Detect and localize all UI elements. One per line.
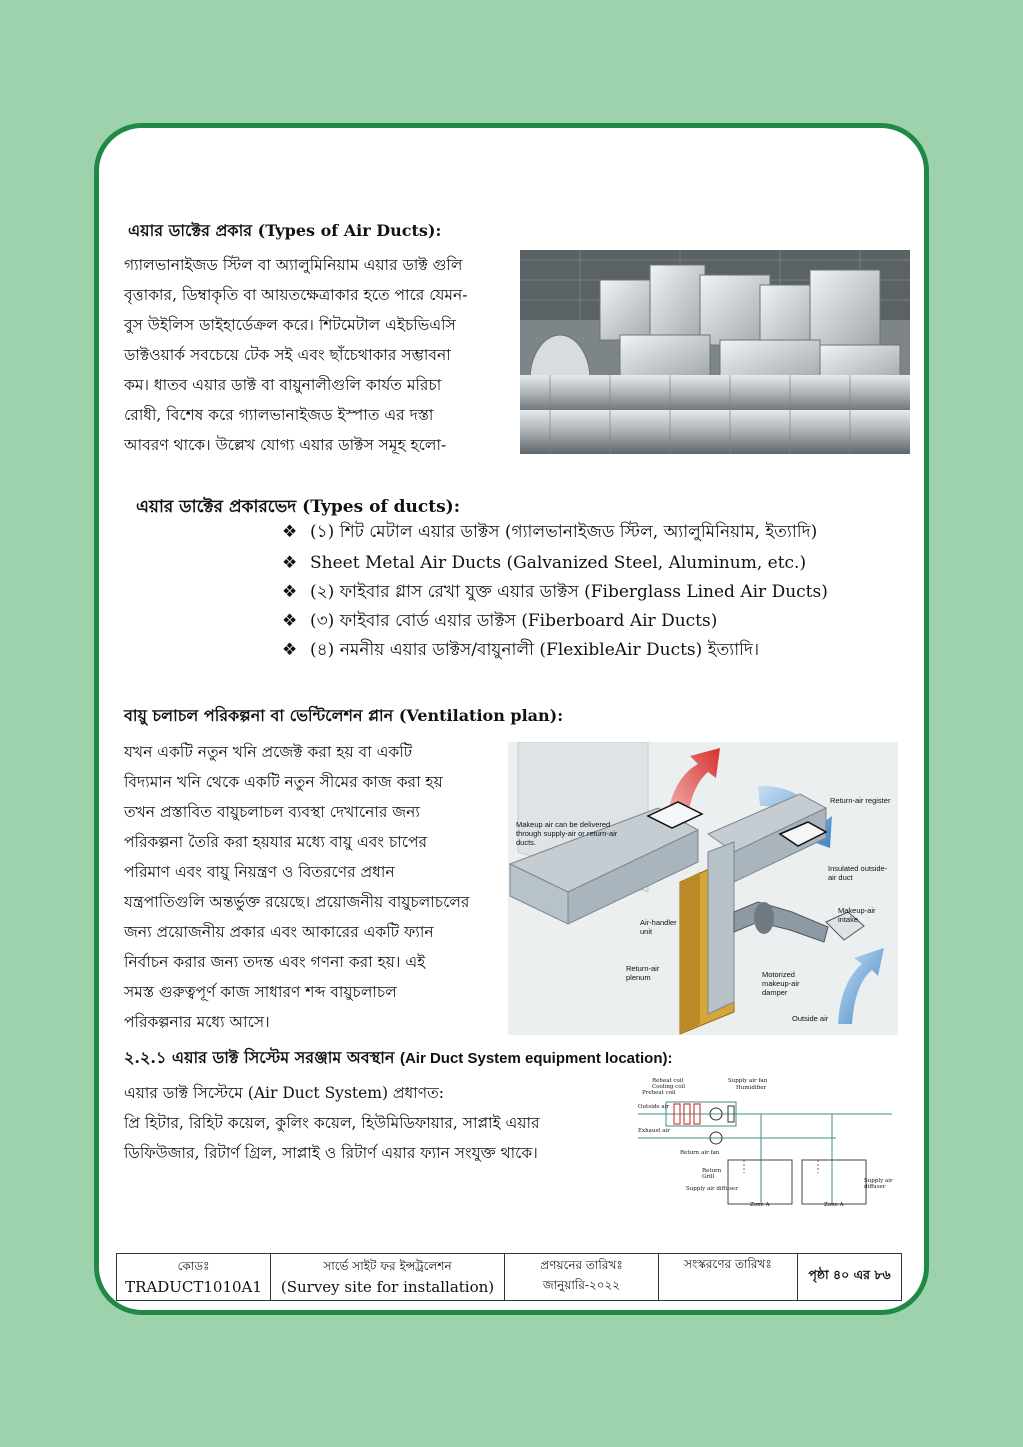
duct-types-list [282, 518, 828, 665]
list-item: ❖ Sheet Metal Air Ducts (Galvanized Steel, Aluminum, etc.) [282, 549, 828, 578]
footer-prep-date-cell: প্রণয়নের তারিখঃ জানুয়ারি-২০২২ [505, 1254, 659, 1301]
label-supply-fan: Supply air fan [728, 1078, 768, 1084]
footer-table [116, 1253, 902, 1301]
diamond-bullet-icon: ❖ [282, 522, 298, 542]
diamond-bullet-icon: ❖ [282, 582, 298, 602]
footer-code-cell: কোডঃ TRADUCT1010A1 [117, 1254, 271, 1301]
equipment-location-paragraph: এয়ার ডাক্ট সিস্টেমে (Air Duct System) প্রধাণত: প্রি হিটার, রিহিট কয়েল, কুলিং কয়েল, হিউমিডিফায়ার, সাপ্লাই এয়ার ডিফিউজার, রিটার্ণ গ্রিল, সাপ্লাই ও রিটার্ণ এয়ার ফ্যান সংযুক্ত থাকে। [124, 1084, 540, 1162]
section-heading-ventilation-plan: বায়ু চলাচল পরিকল্পনা বা ভেন্টিলেশন প্লান (Ventilation plan): [124, 706, 564, 725]
label-makeup-intake: Makeup-air intake [838, 906, 876, 924]
label-cooling-coil: Cooling coil [652, 1084, 686, 1090]
label-motorized-damper: Motorized makeup-air damper [762, 970, 800, 997]
list-item: ❖ (১) শিট মেটাল এয়ার ডাক্টস (গ্যালভানাইজড স্টিল, অ্যালুমিনিয়াম, ইত্যাদি) [282, 518, 828, 547]
label-exhaust-air: Exhaust air [638, 1128, 670, 1134]
ventilation-diagram [508, 742, 898, 1035]
section-heading-types-of-air-ducts: এয়ার ডাক্টের প্রকার (Types of Air Ducts): [128, 221, 442, 240]
label-return-fan: Return air fan [680, 1150, 720, 1156]
label-zone-a: Zone A [750, 1202, 770, 1208]
diamond-bullet-icon: ❖ [282, 611, 298, 631]
diamond-bullet-icon: ❖ [282, 553, 298, 573]
label-preheat-coil: Preheat coil [642, 1090, 676, 1096]
air-duct-system-schematic [636, 1078, 894, 1212]
ventilation-plan-paragraph: যখন একটি নতুন খনি প্রজেক্ট করা হয় বা একটি বিদ্যমান খনি থেকে একটি নতুন সীমের কাজ করা হয় তখন প্রস্তাবিত বায়ুচলাচল ব্যবস্থা দেখানোর জন্য পরিকল্পনা তৈরি করা হয়যার মধ্যে বায়ু এবং চাপের পরিমাণ এবং বায়ু নিয়ন্ত্রণ ও বিতরণের প্রধান যন্ত্রপাতিগুলি অন্তর্ভুক্ত রয়েছে। প্রয়োজনীয় বায়ুচলাচলের জন্য প্রয়োজনীয় প্রকার এবং আকারের একটি ফ্যান নির্বাচন করার জন্য তদন্ত এবং গণনা করা হয়। এই সমস্ত গুরুত্বপূর্ণ কাজ সাধারণ শব্দ বায়ুচলাচল পরিকল্পনার মধ্যে আসে। [124, 743, 470, 1031]
list-item: ❖ (৩) ফাইবার বোর্ড এয়ার ডাক্টস (Fiberboard Air Ducts) [282, 607, 828, 636]
label-zone-a: Zone A [824, 1202, 844, 1208]
label-air-handler: Air-handler unit [640, 918, 677, 936]
diamond-bullet-icon: ❖ [282, 640, 298, 660]
footer-title-cell: সার্ভে সাইট ফর ইন্সট্রলেশন (Survey site for installation) [271, 1254, 505, 1301]
label-return-air-register: Return-air register [830, 796, 891, 805]
label-insulated-duct: Insulated outside-air duct [828, 864, 888, 882]
section-heading-types-of-ducts: এয়ার ডাক্টের প্রকারভেদ (Types of ducts): [136, 497, 460, 517]
footer-page-number: পৃষ্ঠা ৪০ এর ৮৬ [798, 1254, 902, 1301]
label-reheat-coil: Reheat coil [652, 1078, 684, 1084]
label-makeup-air: Makeup air can be delivered through supply-air or return-air ducts. [516, 820, 618, 847]
label-supply-diffuser-right: Supply air diffuser [864, 1178, 893, 1190]
label-outside-air: Outside air [792, 1014, 829, 1023]
label-outside-air: Outside air [638, 1104, 670, 1110]
label-return-plenum: Return-air plenum [626, 964, 660, 982]
label-return-grill: Return Grill [702, 1168, 722, 1180]
label-humidifier: Humidifier [736, 1085, 767, 1091]
list-item: ❖ (২) ফাইবার গ্লাস রেখা যুক্ত এয়ার ডাক্টস (Fiberglass Lined Air Ducts) [282, 578, 828, 607]
section-heading-equipment-location: ২.২.১ এয়ার ডাক্ট সিস্টেম সরঞ্জাম অবস্থান (Air Duct System equipment location): [124, 1048, 673, 1067]
galvanized-ducts-photo [520, 250, 910, 454]
air-duct-types-paragraph: গ্যালভানাইজড স্টিল বা অ্যালুমিনিয়াম এয়ার ডাক্ট গুলি বৃত্তাকার, ডিম্বাকৃতি বা আয়তক্ষেত্রাকার হতে পারে যেমন- বুস উইলিস ডাইহার্ডেক্রল করে। শিটমেটাল এইচভিএসি ডাক্টওয়ার্ক সবচেয়ে টেক সই এবং ছাঁচেথাকার সম্ভাবনা কম। ধাতব এয়ার ডাক্ট বা বায়ুনালীগুলি কার্যত মরিচা রোধী, বিশেষ করে গ্যালভানাইজড ইস্পাত এর দস্তা আবরণ থাকে। উল্লেখ যোগ্য এয়ার ডাক্টস সমূহ হলো- [124, 256, 468, 454]
footer-revision-cell: সংস্করণের তারিখঃ [659, 1254, 798, 1301]
label-supply-diffuser: Supply air diffuser [686, 1186, 738, 1192]
list-item: ❖ (৪) নমনীয় এয়ার ডাক্টস/বায়ুনালী (FlexibleAir Ducts) ইত্যাদি। [282, 636, 828, 665]
